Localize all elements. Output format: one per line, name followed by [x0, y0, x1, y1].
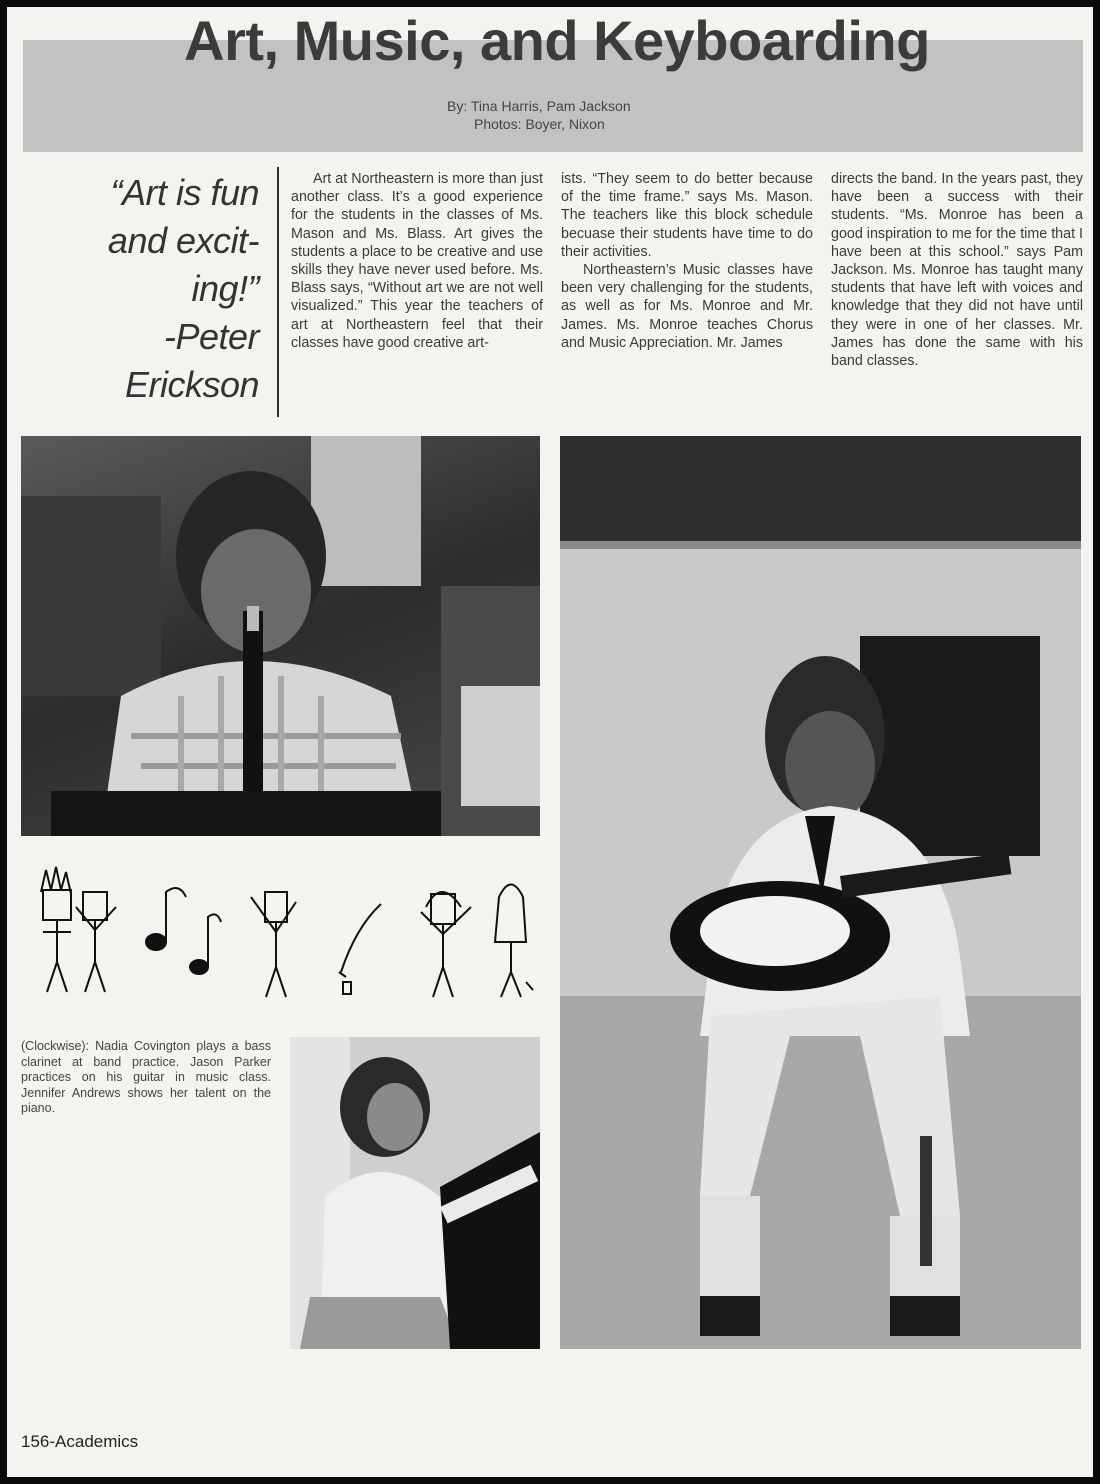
- article-paragraph: directs the band. In the years past, they have been a success with their students. “Ms. Monroe has been a good inspiration to me for the time that I have been at this school.” says Pam Jackson. Ms. Monroe has taught many students that have left with voices and knowledge that they did not have until they were in one of her classes. Mr. James has done the same with his band classes.: [831, 171, 1083, 370]
- byline-authors: By: Tina Harris, Pam Jackson: [447, 98, 631, 114]
- photo-piano-player: [290, 1037, 540, 1349]
- doodle-figure-wavy-arms: [251, 892, 296, 997]
- quote-divider: [277, 167, 279, 417]
- yearbook-page: [7, 7, 1093, 1477]
- byline: [447, 97, 747, 133]
- photo-clarinet-illustration: [21, 436, 540, 836]
- doodle-figure-spiky-hair: [41, 867, 71, 992]
- page-footer: 156-Academics: [21, 1432, 139, 1451]
- byline-photos: Photos: Boyer, Nixon: [474, 116, 605, 132]
- stick-figure-doodles: [21, 852, 546, 1002]
- pull-quote-line: “Art is fun: [110, 172, 259, 213]
- photo-guitar-illustration: [560, 436, 1081, 1349]
- pull-quote-line: and excit-: [107, 220, 259, 261]
- pull-quote-line: ing!”: [191, 268, 259, 309]
- photo-clarinet-player: [21, 436, 540, 836]
- article-paragraph: Art at Northeastern is more than just another class. It’s a good experience for the students in the classes of Ms. Mason and Ms. Blass. Art gives the students a place to be creative and use skills they have never used before. Ms. Blass says, “Without art we are not well visualized.” This year the teachers of art at Northeastern feel that their classes have good creative art-: [291, 171, 543, 351]
- article-paragraph: Northeastern’s Music classes have been very challenging for the students, as well as for Ms. Monroe and Mr. James. Ms. Monroe teaches Chorus and Music Appreciation. Mr. James: [561, 262, 813, 351]
- doodle-figure-long-hair: [421, 892, 471, 997]
- doodle-paintbrush: [339, 904, 381, 994]
- doodle-figure-girl: [495, 885, 533, 998]
- pull-quote-line: -Peter: [163, 316, 259, 357]
- photo-piano-illustration: [290, 1037, 540, 1349]
- doodle-figure-arms-up: [76, 892, 116, 992]
- article-column-1: [291, 170, 543, 352]
- pull-quote: [67, 169, 259, 409]
- photo-caption: (Clockwise): Nadia Covington plays a bass clarinet at band practice. Jason Parker practices on his guitar in music class. Jennifer Andrews shows her talent on the piano.: [21, 1039, 271, 1115]
- article-column-3: [831, 170, 1083, 370]
- article-paragraph: ists. “They seem to do better because of the time frame.” says Ms. Mason. The teachers like this block schedule becuase their students have time to do their activities.: [561, 171, 813, 260]
- doodle-music-note: [146, 888, 221, 974]
- article-column-2: [561, 170, 813, 352]
- photo-guitar-player: [560, 436, 1081, 1349]
- page-title: Art, Music, and Keyboarding: [184, 9, 930, 72]
- pull-quote-line: Erickson: [124, 364, 259, 405]
